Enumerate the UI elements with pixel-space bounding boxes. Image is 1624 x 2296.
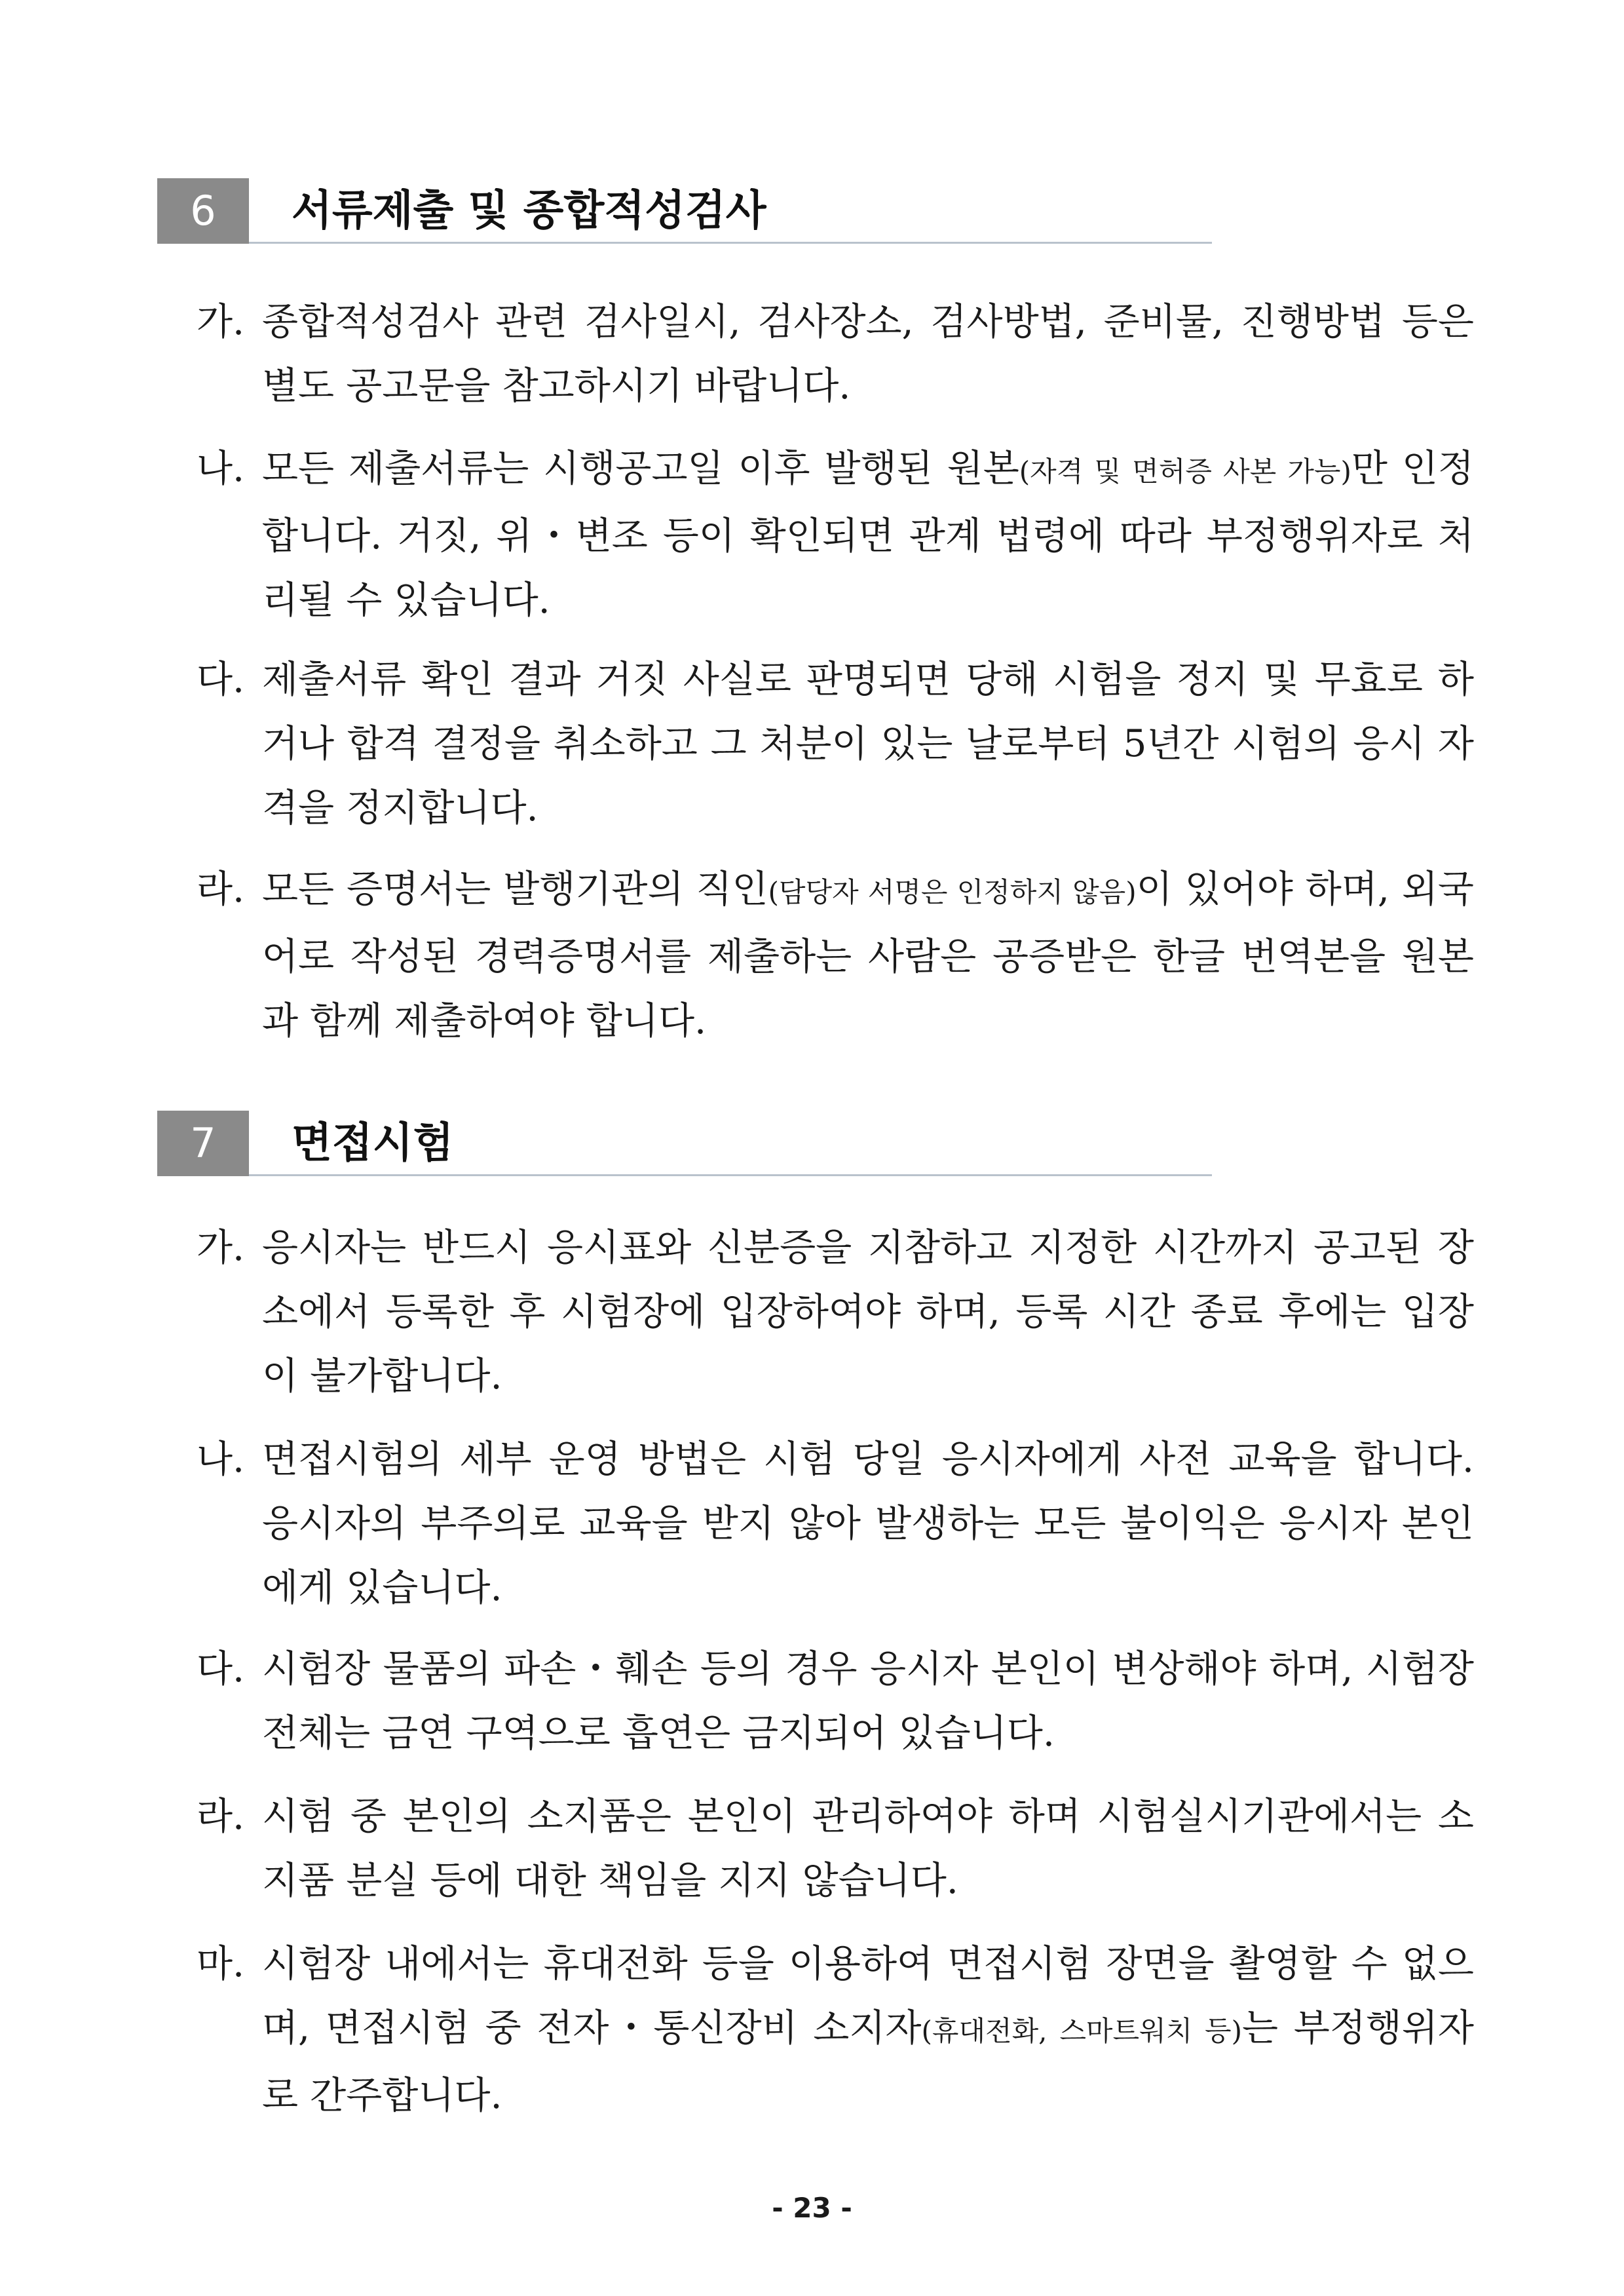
item-text-before: 시험장 내에서는 휴대전화 등을 이용하여 면접시험 장면을 촬영할 수 없으며, 면접시험 중 전자・통신장비 소지자 — [262, 1942, 1474, 2050]
section-divider — [249, 1174, 1212, 1176]
list-item-7-ma — [197, 1932, 1474, 2128]
item-text: 시험장 물품의 파손・훼손 등의 경우 응시자 본인이 변상해야 하며, 시험장 전체는 금연 구역으로 흡연은 금지되어 있습니다. — [262, 1647, 1474, 1755]
item-marker: 다. — [197, 658, 245, 701]
item-note: (담당자 서명은 인정하지 않음) — [768, 876, 1137, 908]
item-marker: 라. — [197, 1795, 245, 1838]
item-text: 응시자는 반드시 응시표와 신분증을 지참하고 지정한 시간까지 공고된 장소에서 등록한 후 시험장에 입장하여야 하며, 등록 시간 종료 후에는 입장이 불가합니다. — [262, 1226, 1474, 1398]
list-item-6-ra — [197, 857, 1474, 1053]
section-divider — [249, 242, 1212, 244]
item-marker: 나. — [197, 447, 245, 490]
item-note: (자격 및 면허증 사본 가능) — [1019, 455, 1351, 488]
section-number: 7 — [157, 1111, 249, 1176]
item-text-after: 이 있어야 하며, 외국어로 작성된 경력증명서를 제출하는 사람은 공증받은 한글 번역본을 원본과 함께 제출하여야 합니다. — [262, 868, 1474, 1043]
section-6-header — [157, 178, 1212, 244]
item-marker: 라. — [197, 868, 245, 911]
page-number: - 23 - — [772, 2192, 852, 2224]
section-number: 6 — [157, 178, 249, 244]
item-text-before: 모든 증명서는 발행기관의 직인 — [262, 868, 768, 911]
item-marker: 마. — [197, 1942, 245, 1985]
item-marker: 가. — [197, 1226, 245, 1269]
item-text-after: 만 인정합니다. 거짓, 위・변조 등이 확인되면 관계 법령에 따라 부정행위자로 처리될 수 있습니다. — [262, 447, 1474, 622]
item-text: 면접시험의 세부 운영 방법은 시험 당일 응시자에게 사전 교육을 합니다. 응시자의 부주의로 교육을 받지 않아 발생하는 모든 불이익은 응시자 본인에게 있습니다. — [262, 1438, 1474, 1609]
list-item-7-na — [197, 1427, 1474, 1620]
item-note: (휴대전화, 스마트워치 등) — [921, 2015, 1243, 2047]
item-text-after: 는 부정행위자로 간주합니다. — [262, 2006, 1474, 2117]
item-text — [262, 857, 1474, 1053]
item-text: 시험 중 본인의 소지품은 본인이 관리하여야 하며 시험실시기관에서는 소지품 분실 등에 대한 책임을 지지 않습니다. — [262, 1795, 1474, 1902]
section-title: 서류제출 및 종합적성검사 — [292, 187, 766, 235]
item-text: 제출서류 확인 결과 거짓 사실로 판명되면 당해 시험을 정지 및 무효로 하거나 합격 결정을 취소하고 그 처분이 있는 날로부터 5년간 시험의 응시 자격을 정지합니다. — [262, 658, 1474, 830]
section-7-header — [157, 1111, 1212, 1176]
list-item-6-da — [197, 647, 1474, 840]
list-item-7-ra — [197, 1784, 1474, 1913]
section-title: 면접시험 — [292, 1119, 454, 1168]
list-item-6-ga — [197, 290, 1474, 418]
item-text-before: 모든 제출서류는 시행공고일 이후 발행된 원본 — [262, 447, 1019, 490]
item-text — [262, 1932, 1474, 2128]
item-marker: 나. — [197, 1438, 245, 1481]
item-text: 종합적성검사 관련 검사일시, 검사장소, 검사방법, 준비물, 진행방법 등은 별도 공고문을 참고하시기 바랍니다. — [262, 300, 1474, 408]
list-item-7-ga — [197, 1215, 1474, 1408]
item-marker: 가. — [197, 300, 245, 343]
item-text — [262, 436, 1474, 632]
item-marker: 다. — [197, 1647, 245, 1691]
list-item-6-na — [197, 436, 1474, 632]
list-item-7-da — [197, 1637, 1474, 1765]
